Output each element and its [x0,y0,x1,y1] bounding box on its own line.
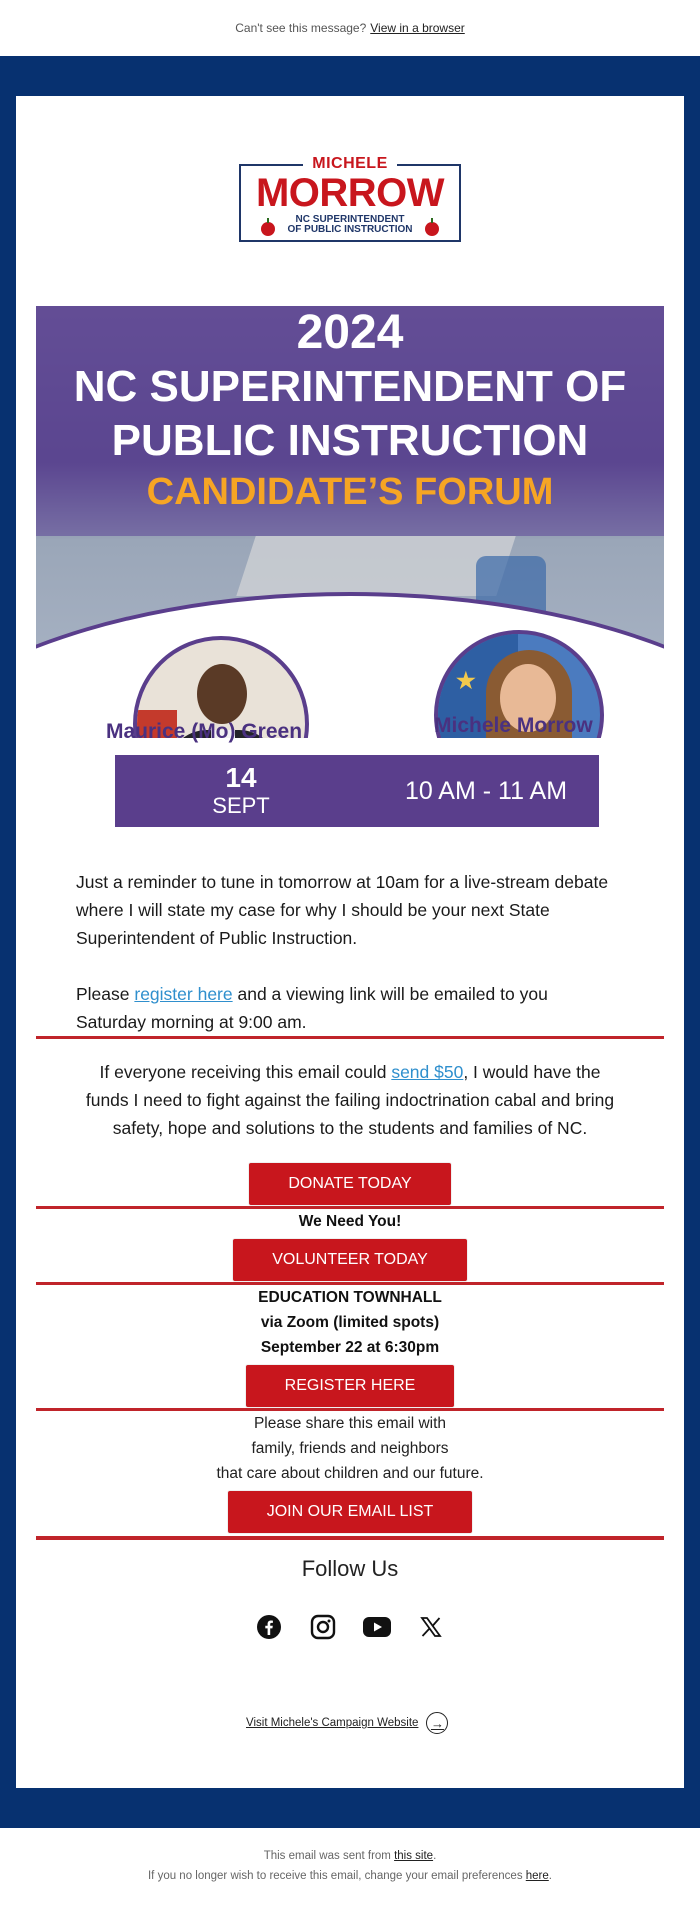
section-divider [36,1536,664,1540]
footer-line1-before: This email was sent from [263,1850,395,1862]
send-50-link[interactable]: send $50 [391,1062,464,1082]
event-month: SEPT [212,793,270,818]
event-day: 14 [225,762,257,793]
photo-head [197,664,247,724]
candidate-right-name: Michele Morrow [434,714,593,737]
footer-line2-after: . [548,1870,552,1882]
donation-appeal [76,1058,624,1142]
apple-icon [425,222,439,236]
logo-first-name: MICHELE [312,155,388,172]
join-email-list-button[interactable]: JOIN OUR EMAIL LIST [227,1490,473,1534]
logo-subtitle-line2: OF PUBLIC INSTRUCTION [287,224,413,235]
x-icon[interactable] [416,1612,446,1642]
campaign-website-label: Visit Michele's Campaign Website [246,1717,419,1729]
this-site-link[interactable]: this site [394,1850,434,1862]
register-here-link[interactable]: register here [134,984,233,1004]
register-here-button[interactable]: REGISTER HERE [245,1364,455,1408]
register-text-after: and a viewing link will be emailed to you Saturday morning at 9:00 am. [76,984,548,1032]
share-line3: that care about children and our future. [216,1465,484,1482]
reminder-paragraph: Just a reminder to tune in tomorrow at 10am for a live-stream debate where I will state my case for why I should be your next State Superintendent of Public Instruction. [76,872,609,948]
section-divider [36,1036,664,1039]
youtube-icon[interactable] [362,1612,392,1642]
campaign-logo [239,155,461,242]
apple-icon [261,222,275,236]
view-in-browser-link[interactable]: View in a browser [370,21,465,35]
footer-line1-after: . [433,1850,437,1862]
instagram-icon[interactable] [308,1612,338,1642]
candidate-left-name: Maurice (Mo) Green [106,720,303,743]
townhall-platform: via Zoom (limited spots) [260,1314,440,1331]
event-date-bar [114,754,600,828]
townhall-title: EDUCATION TOWNHALL [258,1289,442,1306]
campaign-website-link[interactable] [246,1710,448,1736]
share-line1: Please share this email with [253,1415,447,1432]
footer-line2-before: If you no longer wish to receive this email, change your email preferences [147,1870,526,1882]
preferences-here-link[interactable]: here [525,1870,549,1882]
arrow-right-icon: → [426,1712,448,1734]
follow-us-heading: Follow Us [301,1556,399,1581]
preheader-text: Can't see this message? [235,21,367,35]
townhall-date: September 22 at 6:30pm [260,1339,440,1356]
classroom-desk [236,536,515,596]
logo-subtitle-line1: NC SUPERINTENDENT [295,214,405,225]
logo-last-name: MORROW [255,171,445,215]
banner-title-line1: NC SUPERINTENDENT OF [73,362,627,411]
volunteer-today-button[interactable]: VOLUNTEER TODAY [232,1238,468,1282]
donation-text-after: , I would have the funds I need to fight against the failing indoctrination cabal and bring safety, hope and solutions to the students and families of NC. [85,1062,615,1138]
banner-title-line2: PUBLIC INSTRUCTION [111,416,589,465]
forum-banner [36,306,664,738]
star-icon: ★ [456,668,476,693]
event-time: 10 AM - 11 AM [404,777,568,805]
banner-year: 2024 [296,306,404,359]
preheader [0,0,700,56]
banner-subtitle: CANDIDATE’S FORUM [146,471,554,513]
social-links [254,1612,446,1642]
donation-text-before: If everyone receiving this email could [99,1062,392,1082]
donate-today-button[interactable]: DONATE TODAY [248,1162,452,1206]
share-line2: family, friends and neighbors [251,1440,449,1457]
we-need-you-heading: We Need You! [298,1213,402,1230]
register-text-before: Please [76,984,135,1004]
register-paragraph [76,980,616,1036]
facebook-icon[interactable] [254,1612,284,1642]
footer-sent-from [0,1850,700,1862]
footer-preferences [0,1870,700,1882]
